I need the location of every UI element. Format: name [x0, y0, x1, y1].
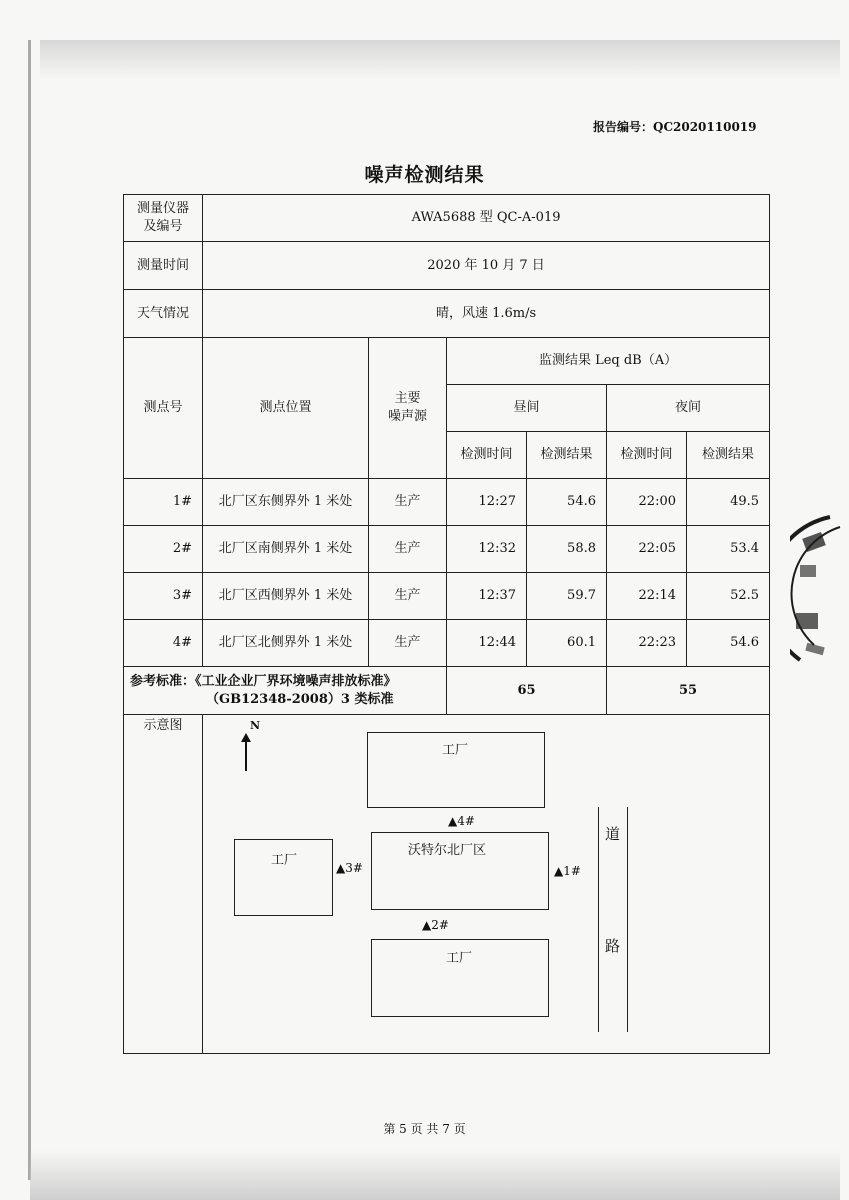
instrument-label: 测量仪器 及编号 — [124, 195, 203, 242]
header-row-1 — [124, 338, 770, 385]
report-number: 报告编号：QC2020110019 — [593, 120, 757, 134]
scan-shadow-bottom — [30, 1150, 840, 1200]
table-row — [124, 479, 770, 526]
row-night-result: 53.4 — [687, 526, 770, 573]
factory-bottom-label: 工厂 — [446, 951, 473, 966]
row-night-result: 52.5 — [687, 573, 770, 620]
row-location: 北厂区南侧界外 1 米处 — [203, 526, 369, 573]
diagram-label: 示意图 — [124, 715, 203, 1054]
row-point-no: 1# — [124, 479, 203, 526]
table-row — [124, 573, 770, 620]
official-seal-icon — [790, 505, 849, 675]
page-title: 噪声检测结果 — [364, 164, 485, 186]
header-night-time: 检测时间 — [607, 432, 687, 479]
header-day-time: 检测时间 — [447, 432, 527, 479]
time-value: 2020 年 10 月 7 日 — [203, 242, 770, 290]
header-point-no: 测点号 — [124, 338, 203, 479]
header-night: 夜间 — [607, 385, 770, 432]
row-day-time: 12:44 — [447, 620, 527, 667]
instrument-row — [124, 195, 770, 242]
row-location: 北厂区北侧界外 1 米处 — [203, 620, 369, 667]
header-day-result: 检测结果 — [527, 432, 607, 479]
road-label-1: 道 — [605, 825, 621, 843]
header-main-source: 主要 噪声源 — [369, 338, 447, 479]
row-night-time: 22:14 — [607, 573, 687, 620]
row-night-time: 22:00 — [607, 479, 687, 526]
row-source: 生产 — [369, 479, 447, 526]
row-source: 生产 — [369, 620, 447, 667]
row-location: 北厂区东侧界外 1 米处 — [203, 479, 369, 526]
road-line-right — [627, 807, 628, 1032]
row-point-no: 4# — [124, 620, 203, 667]
row-night-time: 22:23 — [607, 620, 687, 667]
row-day-result: 58.8 — [527, 526, 607, 573]
factory-top-label: 工厂 — [442, 743, 469, 758]
binding-edge — [28, 40, 31, 1180]
row-day-result: 59.7 — [527, 573, 607, 620]
row-night-time: 22:05 — [607, 526, 687, 573]
row-day-time: 12:37 — [447, 573, 527, 620]
header-night-result: 检测结果 — [687, 432, 770, 479]
north-arrow-icon — [240, 733, 252, 773]
factory-top-box — [367, 732, 545, 808]
header-point-location: 测点位置 — [203, 338, 369, 479]
row-point-no: 3# — [124, 573, 203, 620]
row-day-time: 12:32 — [447, 526, 527, 573]
point-4-marker: ▲4# — [448, 814, 475, 828]
site-box — [371, 832, 549, 910]
time-row — [124, 242, 770, 290]
point-3-marker: ▲3# — [336, 861, 363, 875]
instrument-value: AWA5688 型 QC-A-019 — [203, 195, 770, 242]
reference-day-limit: 65 — [447, 667, 607, 715]
site-label: 沃特尔北厂区 — [408, 843, 487, 858]
point-1-marker: ▲1# — [554, 864, 581, 878]
row-day-result: 60.1 — [527, 620, 607, 667]
weather-row — [124, 290, 770, 338]
reference-row — [124, 667, 770, 715]
factory-left-box — [234, 839, 333, 916]
row-night-result: 49.5 — [687, 479, 770, 526]
time-label: 测量时间 — [124, 242, 203, 290]
reference-line1: 参考标准：《工业企业厂界环境噪声排放标准》 — [130, 673, 397, 689]
table-row — [124, 526, 770, 573]
site-diagram — [202, 715, 769, 1054]
weather-label: 天气情况 — [124, 290, 203, 338]
row-day-result: 54.6 — [527, 479, 607, 526]
row-night-result: 54.6 — [687, 620, 770, 667]
page-footer: 第 5 页 共 7 页 — [383, 1122, 466, 1136]
factory-bottom-box — [371, 939, 549, 1017]
row-source: 生产 — [369, 526, 447, 573]
weather-value: 晴，风速 1.6m/s — [203, 290, 770, 338]
north-label: N — [250, 719, 261, 732]
scan-shadow-top — [40, 40, 840, 80]
factory-left-label: 工厂 — [271, 853, 298, 868]
table-row — [124, 620, 770, 667]
reference-night-limit: 55 — [607, 667, 770, 715]
reference-line2: （GB12348-2008）3 类标准 — [206, 691, 394, 707]
header-result-group: 监测结果 Leq dB（A） — [447, 338, 770, 385]
point-2-marker: ▲2# — [422, 918, 449, 932]
road-line-left — [598, 807, 599, 1032]
row-day-time: 12:27 — [447, 479, 527, 526]
row-point-no: 2# — [124, 526, 203, 573]
reference-standard — [124, 667, 447, 715]
header-day: 昼间 — [447, 385, 607, 432]
row-location: 北厂区西侧界外 1 米处 — [203, 573, 369, 620]
road-label-2: 路 — [605, 937, 621, 955]
row-source: 生产 — [369, 573, 447, 620]
